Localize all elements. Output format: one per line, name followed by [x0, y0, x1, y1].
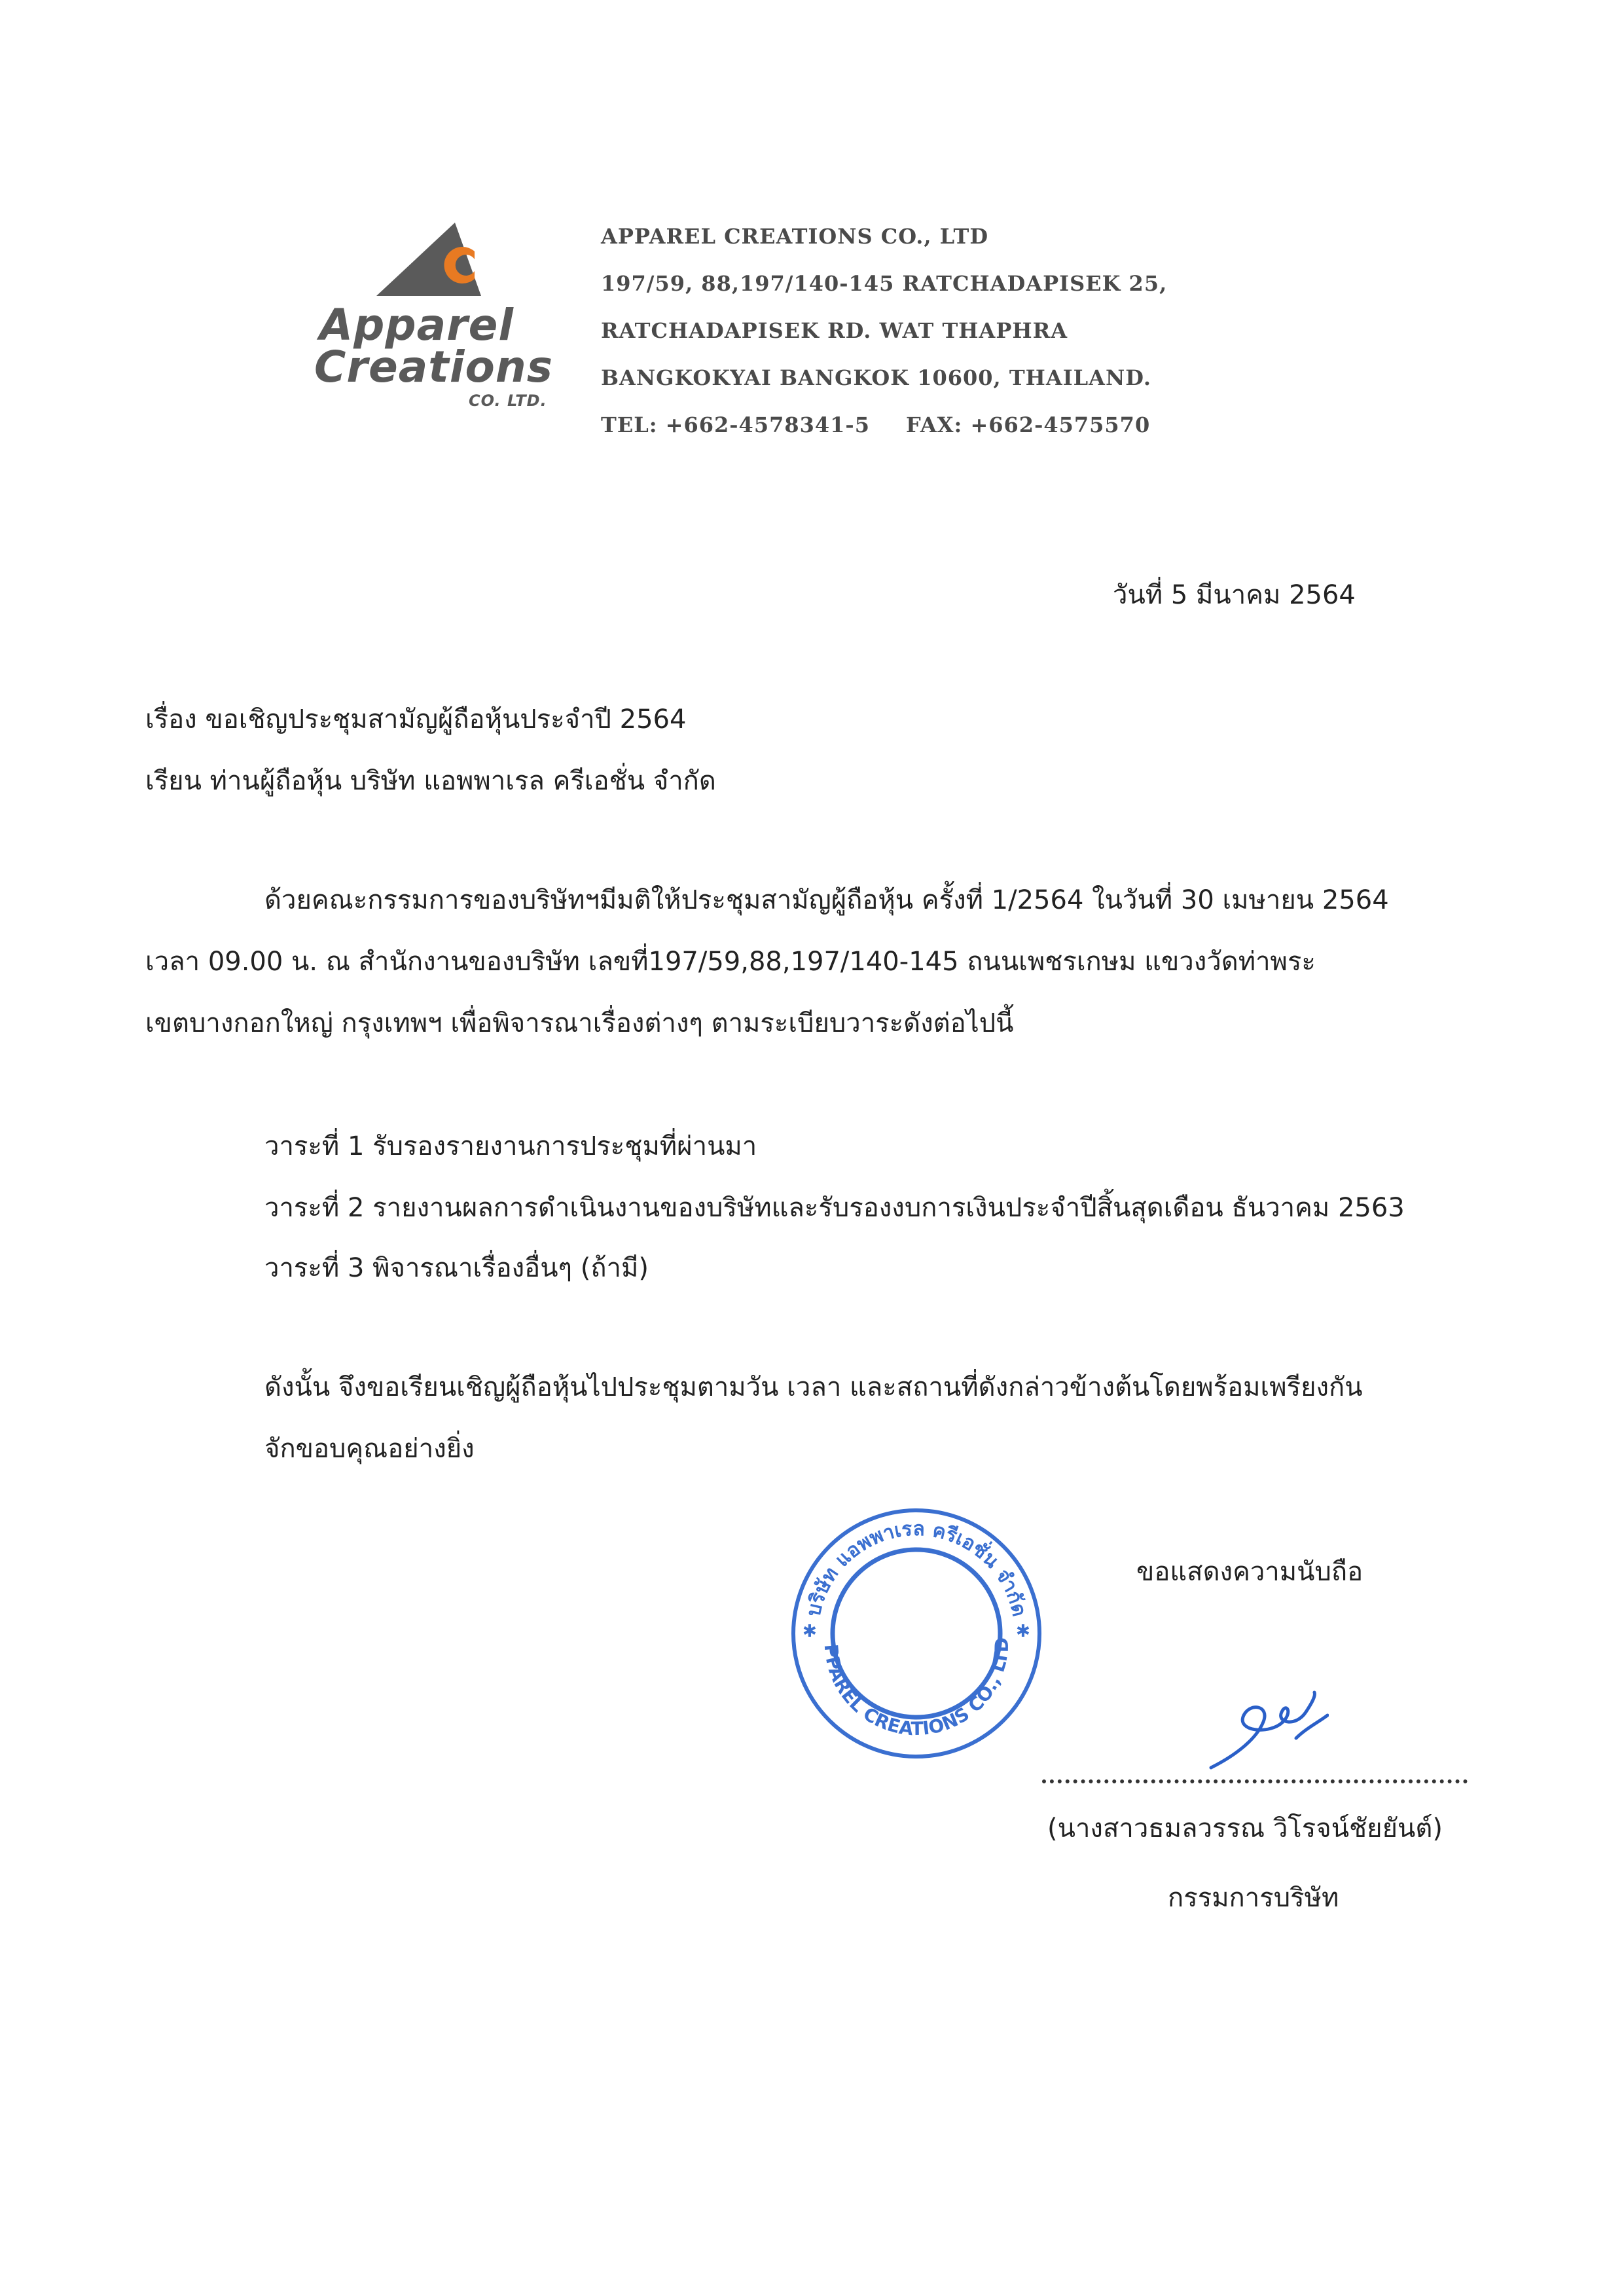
closing-line-1: ดังนั้น จึงขอเรียนเชิญผู้ถือหุ้นไปประชุมตามวัน เวลา และสถานที่ดังกล่าวข้างต้นโดยพร้อมเพรียงกัน	[264, 1372, 1363, 1402]
logo-triangle-icon	[376, 223, 494, 301]
letter-subject: เรื่อง ขอเชิญประชุมสามัญผู้ถือหุ้นประจำปี 2564	[145, 704, 687, 735]
company-logo	[314, 223, 576, 412]
signature-line	[1042, 1779, 1468, 1783]
address-line-3: BANGKOKYAI BANGKOK 10600, THAILAND.	[601, 365, 1151, 390]
agenda-item: วาระที่ 2 รายงานผลการดำเนินงานของบริษัทและรับรองงบการเงินประจำปีสิ้นสุดเดือน ธันวาคม 2563	[264, 1193, 1405, 1223]
agenda-item: วาระที่ 1 รับรองรายงานการประชุมที่ผ่านมา	[264, 1131, 757, 1161]
svg-text:✱: ✱	[1016, 1622, 1030, 1641]
regards-text: ขอแสดงความนับถือ	[1136, 1557, 1363, 1587]
logo-suffix: CO. LTD.	[469, 392, 547, 410]
fax: FAX: +662-4575570	[906, 412, 1151, 437]
company-seal-stamp	[779, 1503, 1054, 1764]
telephone: TEL: +662-4578341-5	[601, 412, 870, 437]
closing-line-2: จักขอบคุณอย่างยิ่ง	[264, 1434, 475, 1464]
address-line-1: 197/59, 88,197/140-145 RATCHADAPISEK 25,	[601, 271, 1168, 296]
body-paragraph-line-1: ด้วยคณะกรรมการของบริษัทฯมีมติให้ประชุมสามัญผู้ถือหุ้น ครั้งที่ 1/2564 ในวันที่ 30 เมษายน 2564	[264, 885, 1389, 915]
agenda-item: วาระที่ 3 พิจารณาเรื่องอื่นๆ (ถ้ามี)	[264, 1253, 649, 1283]
company-name: APPAREL CREATIONS CO., LTD	[601, 224, 989, 249]
body-paragraph-line-3: เขตบางกอกใหญ่ กรุงเทพฯ เพื่อพิจารณาเรื่องต่างๆ ตามระเบียบวาระดังต่อไปนี้	[145, 1008, 1014, 1038]
body-paragraph-line-2: เวลา 09.00 น. ณ สำนักงานของบริษัท เลขที่197/59,88,197/140-145 ถนนเพชรเกษม แขวงวัดท่าพระ	[145, 947, 1316, 977]
letter-date: วันที่ 5 มีนาคม 2564	[1113, 580, 1356, 610]
svg-text:บริษัท แอพพาเรล ครีเอชั่น จำกั: บริษัท แอพพาเรล ครีเอชั่น จำกัด	[802, 1517, 1031, 1619]
handwritten-signature	[1198, 1676, 1329, 1781]
svg-text:✱: ✱	[803, 1622, 817, 1641]
signatory-name: (นางสาวธมลวรรณ วิโรจน์ชัยยันต์)	[1047, 1813, 1443, 1844]
letter-recipient: เรียน ท่านผู้ถือหุ้น บริษัท แอพพาเรล ครีเอชั่น จำกัด	[145, 766, 716, 796]
svg-text:APPAREL CREATIONS CO., LTD.: PPAREL CREATIONS CO., LTD	[820, 1637, 1013, 1740]
logo-word-apparel: Apparel	[319, 300, 514, 350]
logo-word-creations: Creations	[314, 342, 554, 392]
signatory-title: กรรมการบริษัท	[1168, 1883, 1339, 1913]
address-line-2: RATCHADAPISEK RD. WAT THAPHRA	[601, 318, 1068, 343]
